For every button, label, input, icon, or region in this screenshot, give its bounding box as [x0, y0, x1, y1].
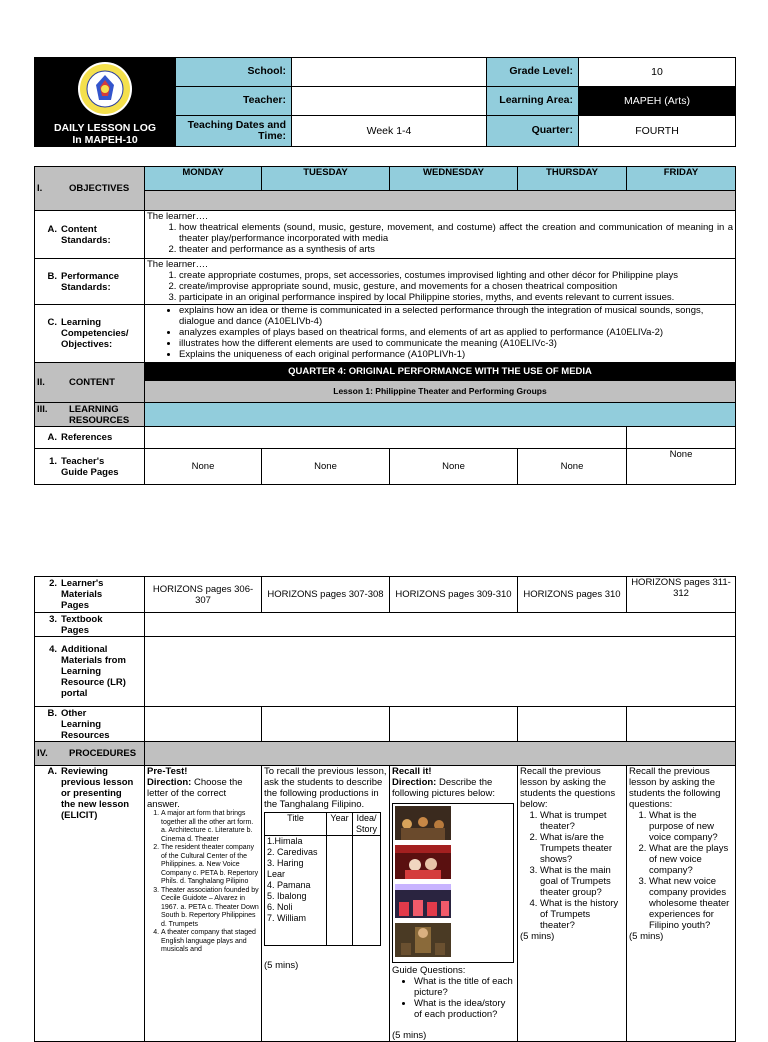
tuesday-recall-text: To recall the previous lesson, ask the students to describe the following productions in the Tanghalang Filipino.: [264, 766, 387, 810]
list-item: 3. Theater association founded by Cecile Guidote – Alvarez in 1967. a. PETA c. Theater Down South b. Repertory Philippines d. Trumpets: [161, 887, 259, 930]
learning-area-value: MAPEH (Arts): [579, 86, 736, 115]
lesson-title: Lesson 1: Philippine Theater and Performing Groups: [145, 381, 736, 403]
theater-photo-2: [395, 845, 451, 879]
references-label: A. References: [35, 427, 145, 449]
learning-competencies-cell: [145, 305, 736, 363]
list-item: 4. A theater company that staged English language plays and musicals and: [161, 929, 259, 955]
list-item: • What is the idea/story of each production?: [414, 998, 515, 1020]
teaching-dates-value: Week 1-4: [292, 115, 487, 146]
list-item: 2. create/improvise appropriate sound, music, gesture, and movements for a chosen theatrical composition: [179, 281, 733, 292]
additional-materials-label: 4. Additional Materials from Learning Resource (LR) portal: [35, 637, 145, 707]
list-item: 3. participate in an original performance inspired by local Philippine stories, myths, and events relevant to current issues.: [179, 292, 733, 303]
quarter-value: FOURTH: [579, 115, 736, 146]
theater-photo-3: [395, 884, 451, 918]
pretest-questions: [147, 810, 259, 955]
header-title-line2: In MAPEH-10: [72, 134, 138, 146]
day-header-wednesday: WEDNESDAY: [390, 167, 518, 191]
quarter-label: Quarter:: [487, 115, 579, 146]
table-row: 5. Ibalong: [267, 891, 307, 901]
learners-materials-friday: HORIZONS pages 311-312: [627, 577, 736, 613]
learners-materials-label: 2. Learner's Materials Pages: [35, 577, 145, 613]
references-friday-cell: [627, 427, 736, 449]
table-row: 3. Haring Lear: [267, 858, 304, 879]
production-ideas: [353, 836, 381, 946]
content-standards-list: [147, 222, 733, 255]
teachers-guide-wednesday: None: [390, 449, 518, 485]
learning-area-label: Learning Area:: [487, 86, 579, 115]
teachers-guide-thursday: None: [518, 449, 627, 485]
elicit-thursday-cell: [518, 766, 627, 1042]
content-heading: II. CONTENT: [35, 363, 145, 403]
col-header-idea: Idea/ Story: [353, 813, 381, 836]
header-table: [34, 57, 736, 147]
other-resources-thursday: [518, 707, 627, 742]
recall-it-title: Recall it!: [392, 766, 432, 777]
guide-questions-list: [392, 976, 515, 1020]
lesson-log-table-2: [34, 576, 736, 1042]
learning-resources-blue-bar: [145, 403, 736, 427]
productions-table: [264, 812, 381, 946]
content-standards-label: A. Content Standards:: [35, 211, 145, 259]
day-header-friday: FRIDAY: [627, 167, 736, 191]
procedures-heading: IV. PROCEDURES: [35, 742, 145, 766]
list-item: • What is the title of each picture?: [414, 976, 515, 998]
performance-standards-cell: [145, 259, 736, 305]
school-label: School:: [176, 58, 292, 87]
learning-competencies-label: C. Learning Competencies/ Objectives:: [35, 305, 145, 363]
list-item: 1. create appropriate costumes, props, set accessories, costumes improvised lighting and other décor for Philippine plays: [179, 270, 733, 281]
other-resources-wednesday: [390, 707, 518, 742]
quarter-title: QUARTER 4: ORIGINAL PERFORMANCE WITH THE USE OF MEDIA: [145, 363, 736, 381]
friday-recall-text: Recall the previous lesson by asking the students the following questions:: [629, 766, 721, 810]
production-titles: [265, 836, 327, 946]
objectives-grey-bar: [145, 191, 736, 211]
learners-materials-wednesday: HORIZONS pages 309-310: [390, 577, 518, 613]
textbook-pages-cell: [145, 613, 736, 637]
list-item: 2. What are the plays of new voice company?: [649, 843, 733, 876]
list-item: • explains how an idea or theme is communicated in a selected performance through the integration of musical sounds, songs, dialogue and dance (A10ELIVb-4): [179, 305, 733, 327]
guide-questions-label: Guide Questions:: [392, 965, 466, 976]
thursday-recall-text: Recall the previous lesson by asking the students the questions below:: [520, 766, 616, 810]
list-item: 2. The resident theater company of the Cultural Center of the Philippines. a. New Voice Company c. PETA b. Repertory Phils. d. Tanghalang Pilipino: [161, 844, 259, 887]
wednesday-direction: Direction: Describe the following pictures below:: [392, 777, 495, 799]
lesson-log-table-1: [34, 166, 736, 485]
theater-pictures: [392, 803, 514, 963]
pretest-title: Pre-Test!: [147, 766, 188, 777]
teachers-guide-label: 1. Teacher's Guide Pages: [35, 449, 145, 485]
learning-resources-heading: III. LEARNING RESOURCES: [35, 403, 145, 427]
learners-materials-monday: HORIZONS pages 306-307: [145, 577, 262, 613]
table-row: 2. Caredivas: [267, 847, 318, 857]
performance-standards-list: [147, 270, 733, 303]
performance-standards-label: B. Performance Standards:: [35, 259, 145, 305]
content-standards-cell: [145, 211, 736, 259]
list-item: 2. What is/are the Trumpets theater shows?: [540, 832, 624, 865]
additional-materials-cell: [145, 637, 736, 707]
teacher-value: [292, 86, 487, 115]
elicit-tuesday-cell: [262, 766, 390, 1042]
friday-time: (5 mins): [629, 931, 664, 942]
header-title-line1: DAILY LESSON LOG: [53, 122, 157, 134]
list-item: 3. What is the main goal of Trumpets theater group?: [540, 865, 624, 898]
list-item: 2. theater and performance as a synthesis of arts: [179, 244, 733, 255]
list-item: 1. A major art form that brings together all the other art form. a. Architecture c. Literature b. Cinema d. Theater: [161, 810, 259, 844]
table-row: 4. Pamana: [267, 880, 311, 890]
day-header-thursday: THURSDAY: [518, 167, 627, 191]
table-row: 1.Himala: [267, 836, 303, 846]
references-cell: [145, 427, 627, 449]
school-value: [292, 58, 487, 87]
other-resources-label: B. Other Learning Resources: [35, 707, 145, 742]
teachers-guide-friday: None: [627, 449, 736, 485]
list-item: 1. how theatrical elements (sound, music, gesture, movement, and costume) affect the creation and communication of meaning in a theater play/performance incorporated with media: [179, 222, 733, 244]
learners-materials-tuesday: HORIZONS pages 307-308: [262, 577, 390, 613]
table-row: 6. Noli: [267, 902, 293, 912]
production-years: [327, 836, 353, 946]
other-resources-friday: [627, 707, 736, 742]
friday-questions: [629, 810, 733, 931]
learning-competencies-list: [147, 305, 733, 360]
list-item: 4. What is the history of Trumpets theater?: [540, 898, 624, 931]
theater-photo-1: [395, 806, 451, 840]
list-item: 1. What is trumpet theater?: [540, 810, 624, 832]
tuesday-time: (5 mins): [264, 960, 299, 971]
list-item: 3. What new voice company provides wholesome theater experiences for Filipino youth?: [649, 876, 733, 931]
table-row: 7. William: [267, 913, 307, 923]
col-header-title: Title: [265, 813, 327, 836]
reviewing-lesson-label: A. Reviewing previous lesson or presenting the new lesson (ELICIT): [35, 766, 145, 1042]
day-header-monday: MONDAY: [145, 167, 262, 191]
teachers-guide-tuesday: None: [262, 449, 390, 485]
wednesday-time: (5 mins): [392, 1030, 427, 1041]
thursday-time: (5 mins): [520, 931, 555, 942]
objectives-heading: I. OBJECTIVES: [35, 167, 145, 211]
deped-seal-icon: [74, 60, 136, 118]
grade-level-value: 10: [579, 58, 736, 87]
performance-standards-intro: The learner….: [147, 259, 208, 270]
pretest-direction: Direction: Choose the letter of the correct answer.: [147, 777, 243, 810]
header-logo-cell: [35, 58, 176, 147]
list-item: • illustrates how the different elements are used to communicate the meaning (A10ELIVc-3): [179, 338, 733, 349]
elicit-friday-cell: [627, 766, 736, 1042]
col-header-year: Year: [327, 813, 353, 836]
theater-photo-4: [395, 923, 451, 957]
thursday-questions: [520, 810, 624, 931]
elicit-wednesday-cell: [390, 766, 518, 1042]
content-standards-intro: The learner….: [147, 211, 208, 222]
other-resources-tuesday: [262, 707, 390, 742]
procedures-grey-bar: [145, 742, 736, 766]
grade-level-label: Grade Level:: [487, 58, 579, 87]
day-header-tuesday: TUESDAY: [262, 167, 390, 191]
other-resources-monday: [145, 707, 262, 742]
teachers-guide-monday: None: [145, 449, 262, 485]
textbook-pages-label: 3. Textbook Pages: [35, 613, 145, 637]
teacher-label: Teacher:: [176, 86, 292, 115]
list-item: • analyzes examples of plays based on theatrical forms, and elements of art as applied to performance (A10ELIVa-2): [179, 327, 733, 338]
list-item: • Explains the uniqueness of each original performance (A10PLIVh-1): [179, 349, 733, 360]
teaching-dates-label: Teaching Dates and Time:: [176, 115, 292, 146]
elicit-monday-cell: [145, 766, 262, 1042]
list-item: 1. What is the purpose of new voice company?: [649, 810, 733, 843]
learners-materials-thursday: HORIZONS pages 310: [518, 577, 627, 613]
